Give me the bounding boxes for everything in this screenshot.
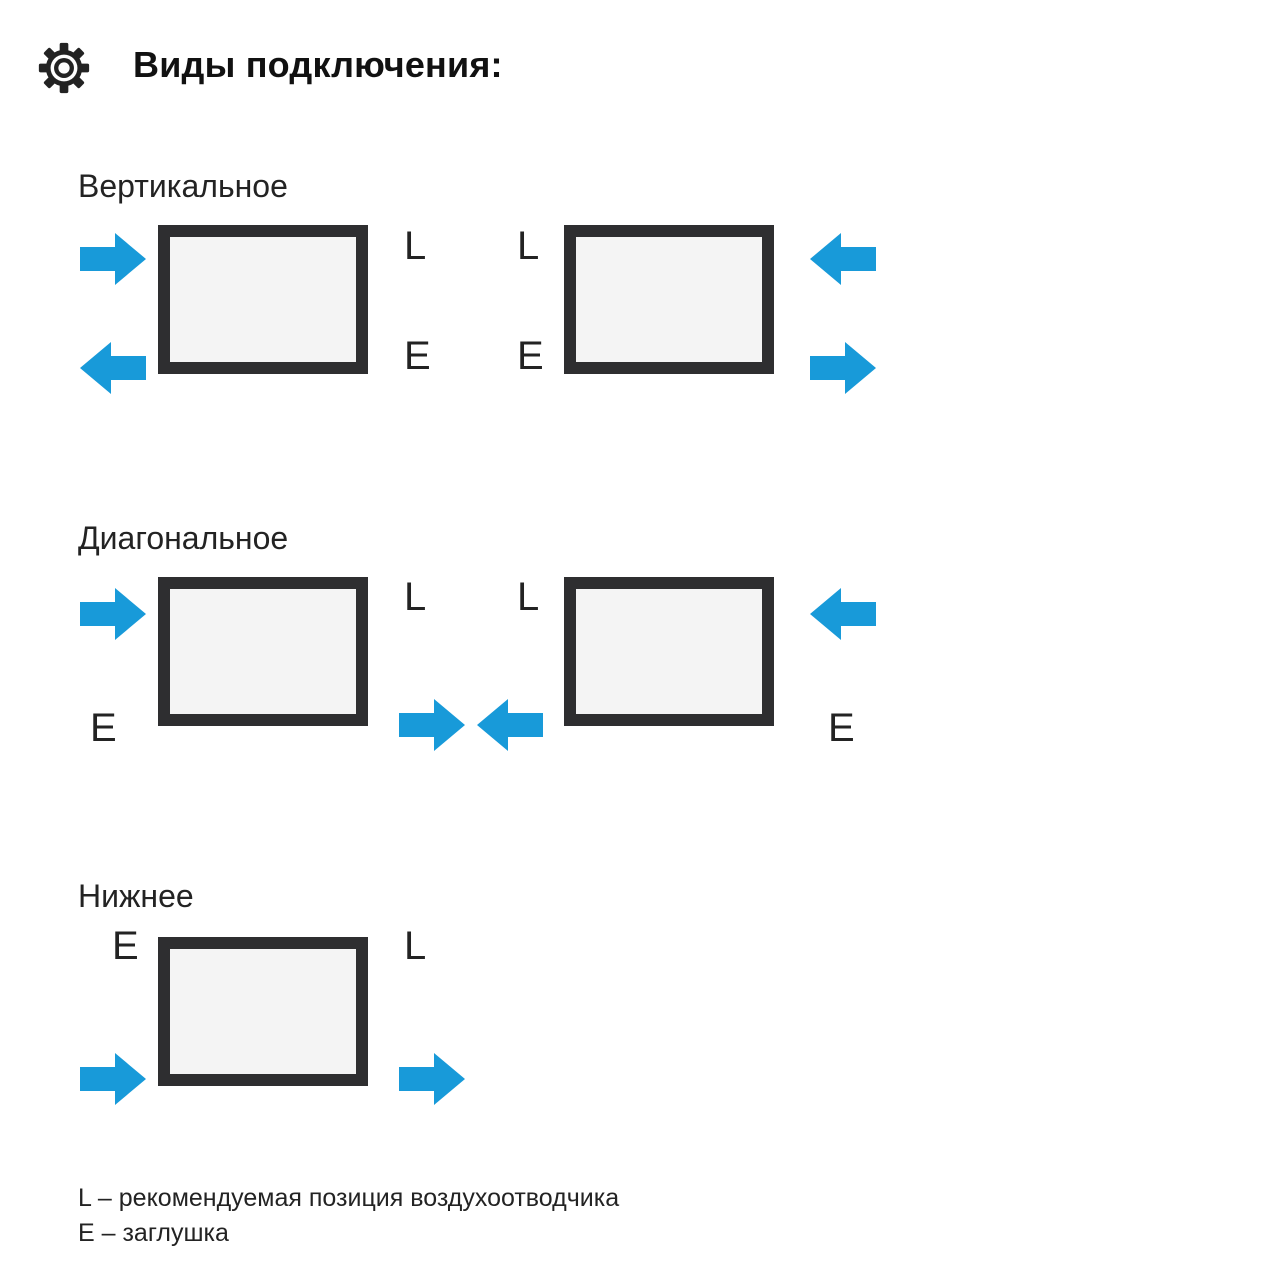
radiator-body [158,225,368,374]
air-vent-label: L [404,924,427,968]
flow-in-arrow-icon [80,1050,146,1108]
radiator-body [158,577,368,726]
flow-out-arrow-icon [810,339,876,397]
air-vent-label: L [517,575,540,619]
flow-out-arrow-icon [477,696,543,754]
air-vent-label: L [404,575,427,619]
legend-air-vent: L – рекомендуемая позиция воздухоотводчика [78,1184,620,1212]
plug-label: E [404,334,431,378]
flow-out-arrow-icon [399,1050,465,1108]
radiator-body [158,937,368,1086]
flow-in-arrow-icon [810,585,876,643]
plug-label: E [828,706,855,750]
section-title-diagonal: Диагональное [78,520,289,556]
radiator-body [564,225,774,374]
air-vent-label: L [517,224,540,268]
flow-out-arrow-icon [80,339,146,397]
plug-label: E [517,334,544,378]
flow-in-arrow-icon [80,230,146,288]
radiator-body [564,577,774,726]
flow-in-arrow-icon [80,585,146,643]
legend-plug: E – заглушка [78,1219,229,1247]
page-title: Виды подключения: [133,44,503,85]
plug-label: E [112,924,139,968]
flow-out-arrow-icon [399,696,465,754]
gear-icon [38,42,90,94]
section-title-vertical: Вертикальное [78,168,288,204]
section-title-bottom: Нижнее [78,878,194,914]
flow-in-arrow-icon [810,230,876,288]
plug-label: E [90,706,117,750]
air-vent-label: L [404,224,427,268]
